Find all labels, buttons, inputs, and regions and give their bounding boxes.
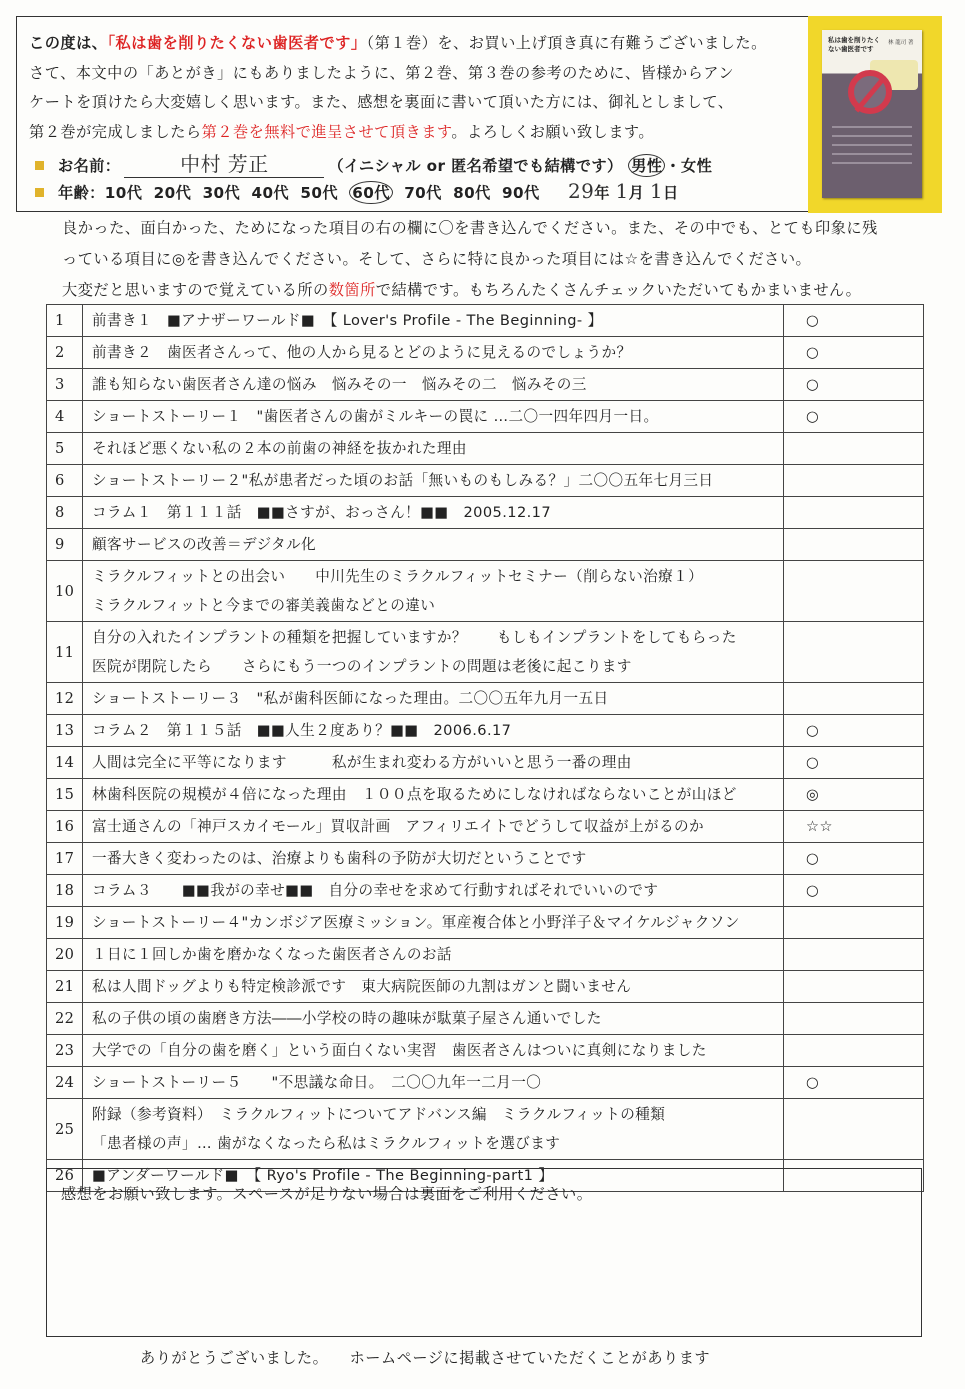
table-row <box>47 305 924 337</box>
item-number: 22 <box>47 1003 83 1035</box>
table-row <box>47 747 924 779</box>
book-title-quoted: 「私は歯を削りたくない歯医者です」 <box>107 34 367 52</box>
age-option-60s-selected[interactable]: 60代 <box>349 181 393 204</box>
header-box <box>16 16 940 212</box>
table-row <box>47 465 924 497</box>
item-mark-cell[interactable]: ○ <box>784 875 924 907</box>
item-mark-cell[interactable]: ◎ <box>784 779 924 811</box>
intro-line1-rest: （第１巻）を、お買い上げ頂き真に有難うございました。 <box>366 34 767 52</box>
item-number: 14 <box>47 747 83 779</box>
item-title-line: 誰も知らない歯医者さん達の悩み 悩みその一 悩みその二 悩みその三 <box>92 376 587 393</box>
table-row <box>47 971 924 1003</box>
item-number: 17 <box>47 843 83 875</box>
item-title <box>83 843 784 875</box>
item-mark-cell[interactable] <box>784 561 924 622</box>
instructions-line3-prefix: 大変だと思いますので覚えている所の <box>62 281 329 299</box>
book-cover-frame <box>808 16 942 213</box>
item-mark-cell[interactable] <box>784 497 924 529</box>
age-option-80s[interactable]: 80代 <box>453 184 491 202</box>
table-row <box>47 683 924 715</box>
table-row <box>47 843 924 875</box>
item-title <box>83 875 784 907</box>
item-title-line: ショートストーリー３ "私が歯科医師になった理由。二〇〇五年九月一五日 <box>92 690 609 707</box>
table-row <box>47 811 924 843</box>
age-option-20s[interactable]: 20代 <box>153 184 192 202</box>
item-mark-cell[interactable] <box>784 1003 924 1035</box>
item-title-line: 林歯科医院の規模が４倍になった理由 １００点を取るためにしなければならないことが山ほど <box>92 786 737 803</box>
table-row <box>47 939 924 971</box>
item-mark-cell[interactable] <box>784 622 924 683</box>
date-month-unit: 月 <box>628 184 645 202</box>
item-mark-cell[interactable] <box>784 465 924 497</box>
footer-note: ホームページに掲載させていただくことがあります <box>349 1349 711 1367</box>
item-number: 23 <box>47 1035 83 1067</box>
table-row <box>47 529 924 561</box>
item-title <box>83 529 784 561</box>
instructions-line1: 良かった、面白かった、ためになった項目の右の欄に〇を書き込んでください。また、その中でも、とても印象に残 <box>62 219 878 237</box>
item-number: 13 <box>47 715 83 747</box>
date-day-value[interactable]: 1 <box>649 179 664 203</box>
name-label: お名前： <box>58 157 121 175</box>
item-title-line: １日に１回しか歯を磨かなくなった歯医者さんのお話 <box>92 946 452 963</box>
item-mark-cell[interactable] <box>784 683 924 715</box>
item-title-line: 医院が閉院したら さらにもう一つのインプラントの問題は老後に起こります <box>92 658 632 675</box>
age-option-90s[interactable]: 90代 <box>502 184 540 202</box>
item-mark-cell[interactable] <box>784 1035 924 1067</box>
age-row <box>35 179 679 204</box>
instructions-line2: っている項目に◎を書き込んでください。そして、さらに特に良かった項目には☆を書き込んでください。 <box>62 250 812 268</box>
date-day-unit: 日 <box>663 184 679 202</box>
table-row <box>47 497 924 529</box>
item-title-line: ショートストーリー１ "歯医者さんの歯がミルキーの罠に …二〇一四年四月一日。 <box>92 408 659 425</box>
table-row <box>47 875 924 907</box>
item-number: 6 <box>47 465 83 497</box>
item-title <box>83 465 784 497</box>
table-row <box>47 1067 924 1099</box>
item-number: 3 <box>47 369 83 401</box>
age-option-40s[interactable]: 40代 <box>251 184 290 202</box>
item-title <box>83 1067 784 1099</box>
item-title <box>83 622 784 683</box>
gender-female-option[interactable]: 女性 <box>681 157 713 175</box>
item-number: 4 <box>47 401 83 433</box>
item-title <box>83 779 784 811</box>
item-title <box>83 1099 784 1160</box>
age-option-10s[interactable]: 10代 <box>104 184 143 202</box>
item-mark-cell[interactable]: ○ <box>784 337 924 369</box>
intro-line3: ケートを頂けたら大変嬉しく思います。また、感想を裏面に書いて頂いた方には、御礼としまして、 <box>29 93 734 111</box>
item-title-line: 前書き２ 歯医者さんって、他の人から見るとどのように見えるのでしょうか？ <box>92 344 632 361</box>
item-number: 12 <box>47 683 83 715</box>
age-option-30s[interactable]: 30代 <box>202 184 241 202</box>
item-mark-cell[interactable]: ○ <box>784 715 924 747</box>
item-mark-cell[interactable] <box>784 939 924 971</box>
date-year-unit: 年 <box>594 184 610 202</box>
item-mark-cell[interactable]: ○ <box>784 1067 924 1099</box>
comment-prompt: 感想をお願い致します。スペースが足りない場合は裏面をご利用ください。 <box>61 1185 593 1203</box>
item-title <box>83 561 784 622</box>
item-number: 19 <box>47 907 83 939</box>
name-field[interactable]: 中村 芳正 <box>124 148 324 178</box>
instructions-emphasis: 数箇所 <box>328 281 376 299</box>
item-title-line: 顧客サービスの改善＝デジタル化 <box>92 536 317 553</box>
item-title <box>83 1003 784 1035</box>
item-title <box>83 433 784 465</box>
item-title-line: ショートストーリー５ "不思議な命日。 二〇〇九年一二月一〇 <box>92 1074 542 1091</box>
item-title-line: 大学での「自分の歯を磨く」という面白くない実習 歯医者さんはついに真剣になりました <box>92 1042 707 1059</box>
item-title-line: 前書き１ ■アナザーワールド■ 【 Lover's Profile - The Beginning- 】 <box>92 312 603 329</box>
table-row <box>47 337 924 369</box>
table-row <box>47 401 924 433</box>
item-number: 1 <box>47 305 83 337</box>
item-number: 21 <box>47 971 83 1003</box>
item-title-line: ミラクルフィットと今までの審美義歯などとの違い <box>92 597 436 614</box>
item-mark-cell[interactable] <box>784 971 924 1003</box>
footer <box>140 1347 710 1368</box>
item-title-line: ショートストーリー４"カンボジア医療ミッション。軍産複合体と小野洋子＆マイケルジャクソン <box>92 914 740 931</box>
item-title-line: 私の子供の頃の歯磨き方法――小学校の時の趣味が駄菓子屋さん通いでした <box>92 1010 602 1027</box>
book-cover-text-lines <box>832 126 912 171</box>
age-label: 年齢： <box>58 184 105 202</box>
bullet-square-icon <box>35 188 44 197</box>
item-title <box>83 497 784 529</box>
bullet-square-icon <box>35 161 44 170</box>
intro-line4-prefix: 第２巻が完成しましたら <box>29 122 202 141</box>
item-title <box>83 971 784 1003</box>
intro-line4-suffix: 。よろしくお願い致します。 <box>451 122 655 141</box>
table-row <box>47 433 924 465</box>
item-number: 25 <box>47 1099 83 1160</box>
gender-male-option[interactable]: 男性 <box>628 154 665 177</box>
footer-thanks: ありがとうございました。 <box>140 1349 329 1367</box>
item-title <box>83 369 784 401</box>
item-number: 15 <box>47 779 83 811</box>
item-mark-cell[interactable]: ○ <box>784 747 924 779</box>
item-mark-cell[interactable] <box>784 529 924 561</box>
item-number: 10 <box>47 561 83 622</box>
comment-box[interactable] <box>46 1168 922 1337</box>
table-row <box>47 907 924 939</box>
item-title-line: 私は人間ドッグよりも特定検診派です 東大病院医師の九割はガンと闘いません <box>92 978 632 995</box>
item-title-line: コラム１ 第１１１話 ■■さすが、おっさん！■■ 2005.12.17 <box>92 504 552 521</box>
item-mark-cell[interactable] <box>784 907 924 939</box>
instructions-line3-suffix: で結構です。もちろんたくさんチェックいただいてもかまいません。 <box>375 281 862 299</box>
item-mark-cell[interactable]: ☆☆ <box>784 811 924 843</box>
intro-prefix: この度は、 <box>29 34 108 52</box>
book-cover-image <box>822 30 922 198</box>
item-number: 24 <box>47 1067 83 1099</box>
item-title-line: 「患者様の声」… 歯がなくなったら私はミラクルフィットを選びます <box>92 1135 561 1152</box>
item-title <box>83 1035 784 1067</box>
item-title-line: 一番大きく変わったのは、治療よりも歯科の予防が大切だということです <box>92 850 587 867</box>
item-number: 2 <box>47 337 83 369</box>
table-row <box>47 715 924 747</box>
item-title-line: ミラクルフィットとの出会い 中川先生のミラクルフィットセミナー（削らない治療１） <box>92 568 704 585</box>
item-title-line: 自分の入れたインプラントの種類を把握していますか？ もしもインプラントをしてもらった <box>92 629 737 646</box>
item-mark-cell[interactable]: ○ <box>784 843 924 875</box>
item-title-line: 富士通さんの「神戸スカイモール」買収計画 アフィリエイトでどうして収益が上がるのか <box>92 818 704 835</box>
item-title <box>83 715 784 747</box>
item-mark-cell[interactable]: ○ <box>784 369 924 401</box>
table-row <box>47 1099 924 1160</box>
item-number: 11 <box>47 622 83 683</box>
item-title-line: ■アンダーワールド■ 【 Ryo's Profile - The Beginning-part1 】 <box>92 1167 554 1184</box>
table-row <box>47 622 924 683</box>
intro-text <box>29 29 799 147</box>
item-title <box>83 337 784 369</box>
item-title-line: コラム３ ■■我がの幸せ■■ 自分の幸せを求めて行動すればそれでいいのです <box>92 882 659 899</box>
table-row <box>47 369 924 401</box>
intro-line2: さて、本文中の「あとがき」にもありましたように、第２巻、第３巻の参考のために、皆様からアン <box>29 63 735 82</box>
name-note: （イニシャル or 匿名希望でも結構です） <box>328 157 623 175</box>
item-title <box>83 683 784 715</box>
item-mark-cell[interactable] <box>784 1099 924 1160</box>
item-number: 18 <box>47 875 83 907</box>
item-title-line: 附録（参考資料） ミラクルフィットについてアドバンス編 ミラクルフィットの種類 <box>92 1106 666 1123</box>
table-row <box>47 1035 924 1067</box>
table-row <box>47 561 924 622</box>
item-title-line: ショートストーリー２"私が患者だった頃のお話「無いものもしみる？」二〇〇五年七月三日 <box>92 472 714 489</box>
item-number: 9 <box>47 529 83 561</box>
book-cover-title: 私は歯を削りたくない歯医者です <box>828 36 880 53</box>
item-title <box>83 401 784 433</box>
item-number: 20 <box>47 939 83 971</box>
table-row <box>47 1003 924 1035</box>
item-title-line: それほど悪くない私の２本の前歯の神経を抜かれた理由 <box>92 440 467 457</box>
item-mark-cell[interactable]: ○ <box>784 305 924 337</box>
item-title <box>83 907 784 939</box>
item-title <box>83 939 784 971</box>
name-row <box>35 148 712 178</box>
survey-items-table <box>46 304 924 1192</box>
age-option-50s[interactable]: 50代 <box>300 184 338 202</box>
item-number: 16 <box>47 811 83 843</box>
item-number: 8 <box>47 497 83 529</box>
item-title-line: コラム２ 第１１５話 ■■人生２度あり？■■ 2006.6.17 <box>92 722 512 739</box>
date-month-value[interactable]: 1 <box>615 179 629 203</box>
item-mark-cell[interactable]: ○ <box>784 401 924 433</box>
date-year-value[interactable]: 29 <box>567 179 595 203</box>
item-title <box>83 811 784 843</box>
gender-separator: ・ <box>665 157 682 175</box>
free-offer-text: 第２巻を無料で進呈させて頂きます <box>201 122 452 141</box>
table-row <box>47 779 924 811</box>
item-mark-cell[interactable] <box>784 433 924 465</box>
item-title <box>83 747 784 779</box>
book-cover-author: 林 龍司 著 <box>888 40 914 46</box>
no-drill-symbol-icon <box>848 70 892 114</box>
age-option-70s[interactable]: 70代 <box>404 184 442 202</box>
item-number: 5 <box>47 433 83 465</box>
item-number: 26 <box>47 1160 83 1192</box>
item-title-line: 人間は完全に平等になります 私が生まれ変わる方がいいと思う一番の理由 <box>92 754 632 771</box>
instructions <box>62 213 928 306</box>
item-title <box>83 305 784 337</box>
